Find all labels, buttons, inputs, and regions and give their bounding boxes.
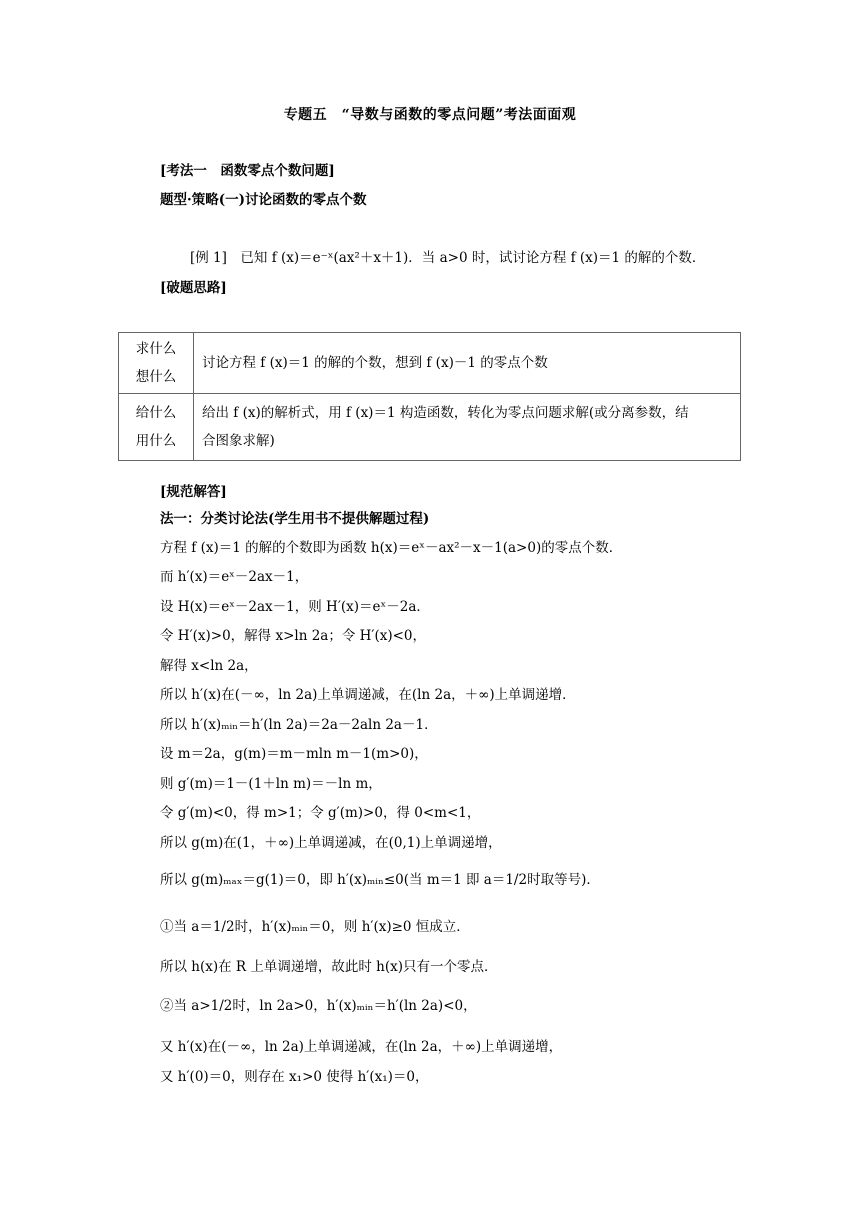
solution-line: 令 g′(m)<0，得 m>1；令 g′(m)>0，得 0<m<1， bbox=[160, 805, 481, 821]
solution-line: 又 h′(x)在(－∞，ln 2a)上单调递减，在(ln 2a，＋∞)上单调递增， bbox=[160, 1039, 563, 1055]
method-heading: 法一：分类讨论法(学生用书不提供解题过程) bbox=[160, 511, 430, 527]
cell-line: 讨论方程 f (x)＝1 的解的个数，想到 f (x)－1 的零点个数 bbox=[202, 355, 548, 371]
solution-heading: [规范解答] bbox=[160, 484, 227, 500]
solution-line: 而 h′(x)＝eˣ－2ax－1， bbox=[160, 569, 309, 585]
table-question-cell bbox=[119, 333, 194, 394]
table-answer-cell bbox=[194, 333, 741, 394]
strategy-heading: 题型·策略(一)讨论函数的零点个数 bbox=[160, 192, 367, 208]
solution-line: 所以 g(m)在(1，＋∞)上单调递减，在(0,1)上单调递增， bbox=[160, 835, 502, 851]
solution-line: ②当 a>1/2时，ln 2a>0，h′(x)ₘᵢₙ＝h′(ln 2a)<0， bbox=[160, 998, 477, 1014]
solution-line: 所以 h(x)在 R 上单调递增，故此时 h(x)只有一个零点． bbox=[160, 959, 498, 975]
table-answer-cell bbox=[194, 394, 741, 461]
cell-line: 合图象求解) bbox=[202, 433, 275, 449]
cell-line: 给什么 bbox=[135, 405, 177, 421]
solution-line: 所以 h′(x)ₘᵢₙ＝h′(ln 2a)＝2a－2aln 2a－1． bbox=[160, 717, 438, 733]
solution-line: 又 h′(0)＝0，则存在 x₁>0 使得 h′(x₁)＝0， bbox=[160, 1069, 429, 1085]
solution-line: 设 H(x)＝eˣ－2ax－1，则 H′(x)＝eˣ－2a． bbox=[160, 599, 430, 615]
table-question-cell bbox=[119, 394, 194, 461]
solution-line: 所以 h′(x)在(－∞，ln 2a)上单调递减，在(ln 2a，＋∞)上单调递增． bbox=[160, 687, 576, 703]
solution-line: 方程 f (x)＝1 的解的个数即为函数 h(x)＝eˣ－ax²－x－1(a>0)的零点个数． bbox=[160, 540, 623, 556]
solution-line: 解得 x<ln 2a， bbox=[160, 658, 258, 674]
table-row bbox=[119, 394, 741, 461]
cell-line: 想什么 bbox=[135, 369, 177, 385]
solution-line: 令 H′(x)>0，解得 x>ln 2a；令 H′(x)<0， bbox=[160, 628, 427, 644]
page-title: 专题五 “导数与函数的零点问题”考法面面观 bbox=[283, 107, 577, 123]
cell-line: 给出 f (x)的解析式，用 f (x)＝1 构造函数，转化为零点问题求解(或分离参数，结 bbox=[202, 405, 689, 421]
thinking-table bbox=[118, 332, 741, 461]
solution-line: ①当 a＝1/2时，h′(x)ₘᵢₙ＝0，则 h′(x)≥0 恒成立． bbox=[160, 919, 470, 935]
cell-line: 用什么 bbox=[135, 433, 177, 449]
solution-line: 设 m＝2a，g(m)＝m－mln m－1(m>0)， bbox=[160, 746, 428, 762]
solution-line: 所以 g(m)ₘₐₓ＝g(1)＝0，即 h′(x)ₘᵢₙ≤0(当 m＝1 即 a＝1/2时取等号)． bbox=[160, 872, 600, 888]
table-row bbox=[119, 333, 741, 394]
cell-line: 求什么 bbox=[135, 341, 177, 357]
solution-line: 则 g′(m)＝1－(1＋ln m)＝－ln m， bbox=[160, 776, 382, 792]
section-heading: [考法一 函数零点个数问题] bbox=[160, 163, 335, 179]
idea-heading: [破题思路] bbox=[160, 280, 227, 296]
example-problem: [例 1] 已知 f (x)＝e⁻ˣ(ax²＋x＋1)．当 a>0 时，试讨论方程 f (x)＝1 的解的个数． bbox=[190, 250, 706, 266]
